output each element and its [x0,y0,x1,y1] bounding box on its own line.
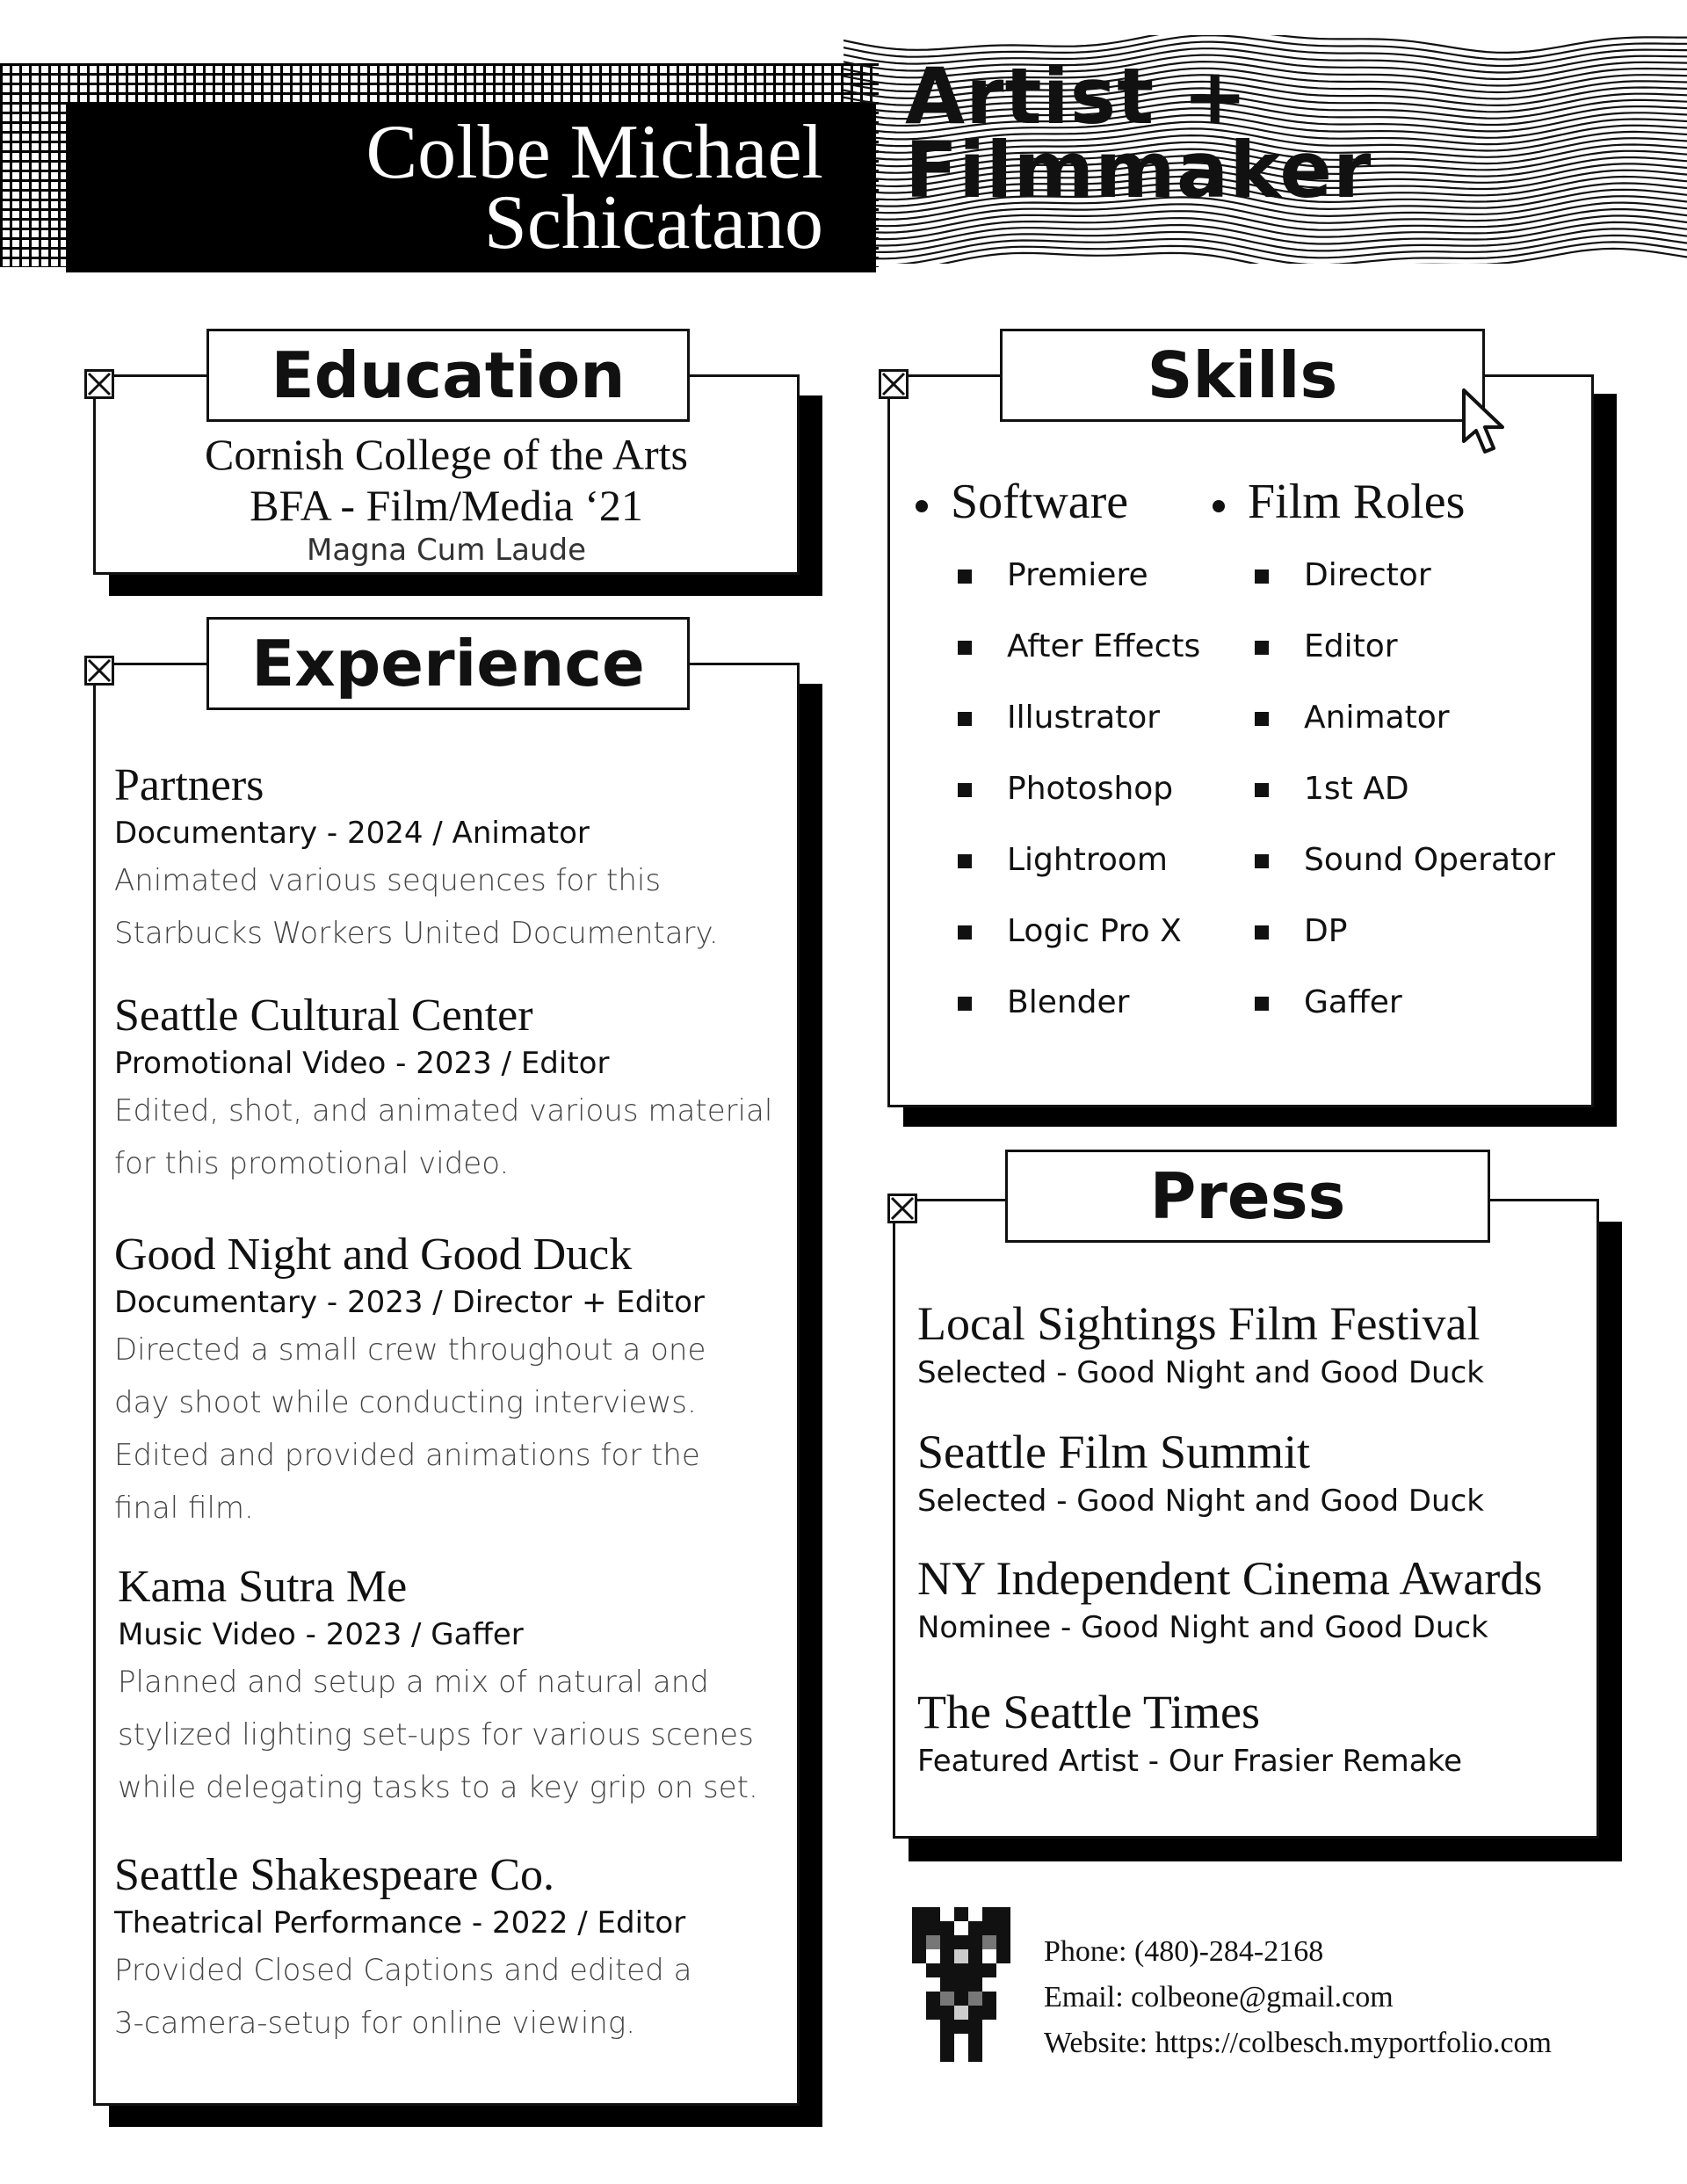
skill-label: After Effects [1007,628,1201,664]
square-bullet-icon [1255,641,1269,655]
entry-title: Seattle Shakespeare Co. [114,1850,555,1900]
entry-description-line: Provided Closed Captions and edited a [114,1953,692,1988]
avatar-pixel [912,1949,926,1963]
avatar-pixel [982,1992,996,2006]
avatar-pixel [982,2006,996,2020]
entry-description-line: Edited and provided animations for the [114,1438,700,1473]
entry-description-line: Starbucks Workers United Documentary. [114,916,719,951]
skill-item [958,540,1200,611]
skill-item [958,611,1200,682]
name-first-middle: Colbe Michael [366,110,823,195]
skill-label: Sound Operator [1304,842,1555,878]
avatar-pixel [912,1907,926,1921]
experience-entry [114,1849,800,2050]
skill-label: Gaffer [1304,984,1402,1020]
avatar-pixel [954,1935,968,1949]
avatar-pixel [940,2034,954,2048]
skill-item [1255,967,1555,1038]
avatar-pixel [968,2034,982,2048]
skill-label: Editor [1304,628,1398,664]
avatar-pixel [982,1963,996,1977]
education-school: Cornish College of the Arts [205,430,688,479]
entry-title: Good Night and Good Duck [114,1230,633,1280]
experience-tab-line [98,663,207,665]
job-title-line1: Artist + [905,51,1249,141]
name-last: Schicatano [483,180,823,265]
cursor-arrow-icon [1460,387,1513,461]
education-heading: Education [206,329,690,422]
avatar-pixel [968,2006,982,2020]
contact-email: Email: colbeone@gmail.com [1044,1981,1394,2013]
avatar-pixel [912,1921,926,1935]
education-degree: BFA - Film/Media ‘21 [250,481,643,530]
avatar-pixel [926,1935,940,1949]
avatar-pixel [954,1949,968,1963]
experience-entry [114,990,800,1190]
skill-label: Illustrator [1007,700,1161,736]
skill-label: Blender [1007,984,1130,1020]
avatar-pixel [954,1977,968,1992]
skills-heading: Skills [1000,329,1485,422]
experience-entry [114,759,800,960]
education-honors: Magna Cum Laude [307,533,586,568]
avatar-pixel [940,2048,954,2062]
press-entry [917,1552,1542,1651]
entry-description-line: day shoot while conducting interviews. [114,1385,697,1420]
contact-website: Website: https://colbesch.myportfolio.com [1044,2027,1552,2059]
job-title [905,51,1372,215]
wave-line [844,35,1687,53]
avatar-pixel [968,1963,982,1977]
square-bullet-icon [1255,712,1269,726]
entry-subtitle: Promotional Video - 2023 / Editor [114,1046,610,1081]
experience-heading: Experience [206,617,690,710]
avatar-pixel [926,1992,940,2006]
avatar-pixel [968,1935,982,1949]
square-bullet-icon [1255,925,1269,940]
avatar-pixel [968,1992,982,2006]
press-subtitle: Selected - Good Night and Good Duck [917,1355,1484,1390]
square-bullet-icon [958,783,972,797]
film-roles-column [1213,471,1555,1038]
skill-label: Premiere [1007,557,1148,593]
square-bullet-icon [1255,570,1269,584]
square-bullet-icon [1255,854,1269,868]
avatar-pixel [982,1921,996,1935]
square-bullet-icon [958,925,972,940]
avatar-pixel [926,1921,940,1935]
entry-subtitle: Theatrical Performance - 2022 / Editor [114,1905,686,1941]
avatar-pixel [954,2006,968,2020]
avatar-pixel [926,1963,940,1977]
entry-description-line: Directed a small crew throughout a one [114,1332,706,1368]
education-tab-line [98,374,207,377]
avatar-pixel [954,1963,968,1977]
entry-subtitle: Documentary - 2024 / Animator [114,816,590,851]
entry-description-line: Planned and setup a mix of natural and [118,1665,709,1700]
skill-item [1255,824,1555,896]
press-subtitle: Featured Artist - Our Frasier Remake [917,1744,1463,1779]
avatar-pixel [954,1907,968,1921]
job-title-line2: Filmmaker [905,125,1372,215]
avatar-pixel [940,1921,954,1935]
skill-label: DP [1304,913,1348,949]
skill-label: Logic Pro X [1007,913,1182,949]
bullet-icon [1213,500,1225,512]
avatar-pixel [940,1977,954,1992]
skill-item [1255,540,1555,611]
avatar-pixel [940,1992,954,2006]
avatar-pixel [940,1949,954,1963]
skill-item [958,682,1200,753]
close-icon [879,369,909,399]
square-bullet-icon [958,641,972,655]
skill-label: Director [1304,557,1431,593]
software-heading [916,471,1200,533]
avatar-pixel [968,2020,982,2034]
entry-description-line: final film. [114,1491,254,1526]
press-entry [917,1426,1484,1524]
entry-title: Seattle Cultural Center [114,990,533,1041]
contact-phone: Phone: (480)-284-2168 [1044,1935,1324,1968]
entry-description-line: while delegating tasks to a key grip on set. [118,1770,758,1805]
avatar-pixel [982,1907,996,1921]
entry-title: Partners [114,760,264,810]
skill-item [958,967,1200,1038]
skills-tab-line [893,374,1002,377]
close-icon [84,656,114,686]
skill-label: Lightroom [1007,842,1168,878]
avatar-pixel [940,2006,954,2020]
skill-label: 1st AD [1304,771,1409,807]
bullet-icon [916,500,928,512]
avatar-pixel [940,1935,954,1949]
entry-description-line: Animated various sequences for this [114,863,662,898]
entry-description-line: for this promotional video. [114,1146,510,1181]
avatar-pixel [996,1935,1010,1949]
avatar-pixel [968,1977,982,1992]
avatar-pixel [996,1949,1010,1963]
entry-subtitle: Documentary - 2023 / Director + Editor [114,1285,705,1320]
avatar-pixel [996,1907,1010,1921]
pixel-avatar-icon [909,1907,1014,2062]
press-title: The Seattle Times [917,1686,1260,1738]
square-bullet-icon [958,712,972,726]
press-entry [917,1686,1462,1784]
avatar-pixel [940,1963,954,1977]
avatar-pixel [954,1992,968,2006]
close-icon [887,1194,917,1223]
software-label: Software [951,475,1129,529]
entry-description-line: stylized lighting set-ups for various scenes [118,1717,754,1752]
skill-label: Photoshop [1007,771,1174,807]
avatar-pixel [968,2048,982,2062]
press-subtitle: Selected - Good Night and Good Duck [917,1484,1484,1519]
avatar-pixel [912,1935,926,1949]
name-banner [66,104,876,272]
avatar-pixel [940,2020,954,2034]
press-entry [917,1297,1484,1396]
entry-description-line: 3-camera-setup for online viewing. [114,2006,636,2041]
avatar-pixel [926,2006,940,2020]
contact-info [1044,1929,1552,2066]
skill-item [1255,682,1555,753]
entry-description-line: Edited, shot, and animated various material [114,1093,773,1128]
square-bullet-icon [958,854,972,868]
press-title: Seattle Film Summit [917,1426,1311,1478]
square-bullet-icon [958,997,972,1011]
experience-entry [114,1229,800,1535]
skill-label: Animator [1304,700,1450,736]
press-heading: Press [1005,1150,1490,1243]
experience-entry [118,1561,803,1814]
close-icon [84,369,114,399]
software-column [916,471,1200,1038]
square-bullet-icon [958,570,972,584]
skill-item [1255,753,1555,824]
skill-item [958,753,1200,824]
press-title: NY Independent Cinema Awards [917,1552,1543,1605]
avatar-pixel [982,1935,996,1949]
avatar-pixel [926,1907,940,1921]
film-roles-label: Film Roles [1248,475,1466,529]
avatar-pixel [996,1921,1010,1935]
skill-item [1255,896,1555,967]
avatar-pixel [968,1949,982,1963]
avatar-pixel [954,2020,968,2034]
skill-item [958,896,1200,967]
entry-subtitle: Music Video - 2023 / Gaffer [118,1617,524,1652]
skill-item [1255,611,1555,682]
avatar-pixel [968,1921,982,1935]
square-bullet-icon [1255,783,1269,797]
press-title: Local Sightings Film Festival [917,1297,1481,1350]
entry-title: Kama Sutra Me [118,1562,408,1612]
press-subtitle: Nominee - Good Night and Good Duck [917,1610,1488,1645]
square-bullet-icon [1255,997,1269,1011]
film-roles-heading [1213,471,1555,533]
skill-item [958,824,1200,896]
